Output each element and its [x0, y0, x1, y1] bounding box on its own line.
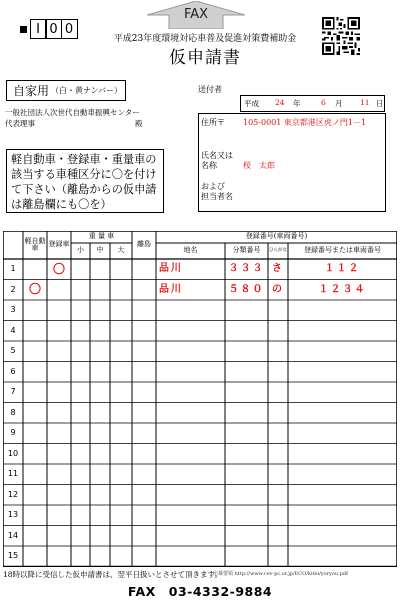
association-dono: 殿: [135, 119, 143, 128]
vehicle-use-main: 自家用: [13, 84, 50, 98]
header-ritou: 離島: [137, 240, 151, 249]
counter-digit-3: 0: [61, 19, 78, 39]
header-kei: 軽自動車: [24, 236, 46, 252]
row-number: 3: [10, 305, 16, 315]
sender-box: [198, 113, 386, 212]
row-number: 15: [7, 551, 19, 561]
recipient-block: [5, 107, 143, 129]
name-value[interactable]: 桜 太郎: [243, 161, 275, 170]
cell-touroku[interactable]: 〇: [52, 261, 65, 276]
row-number: 1: [10, 264, 16, 274]
header-reg-no: 登録番号(車両番号): [245, 232, 308, 241]
row-number: 7: [10, 387, 16, 397]
row-number: 4: [10, 325, 16, 335]
cell-hiragana[interactable]: の: [272, 283, 284, 295]
page-title: 仮申請書: [169, 48, 241, 68]
header-large: 大: [117, 246, 125, 255]
header-touroku: 登録車: [48, 240, 70, 249]
qr-code-icon: [322, 17, 360, 55]
name-label-1: 氏名又は: [201, 151, 233, 160]
sender-label: 送付者: [198, 85, 222, 94]
subtitle: 平成23年度環境対応車普及促進対策費補助金: [113, 34, 297, 44]
row-number: 13: [7, 510, 19, 520]
counter-digit-2: 0: [45, 19, 62, 39]
cell-kei[interactable]: 〇: [28, 282, 41, 297]
footnote: 18時以降に受信した仮申請書は、翌平日扱いとさせて頂きます。: [3, 570, 222, 579]
date-era: 平成: [244, 99, 259, 108]
association-rep: 代表理事: [5, 119, 35, 128]
contact-label-1: および: [201, 182, 225, 191]
cell-number[interactable]: １２３４: [318, 283, 367, 295]
vehicle-use-sub: （白・黄ナンバー）: [51, 86, 123, 95]
address-value[interactable]: 105-0001 東京都港区虎ノ門1－1: [243, 118, 367, 127]
row-number: 5: [10, 346, 16, 356]
form-counter: [20, 19, 78, 39]
table-cells: [3, 231, 397, 567]
header-bunrui: 分類番号: [232, 246, 261, 255]
row-number: 9: [10, 428, 16, 438]
cell-hiragana[interactable]: さ: [272, 263, 284, 274]
contact-label-2: 担当者名: [201, 192, 233, 201]
date-box: [240, 95, 385, 112]
row-number: 8: [10, 407, 16, 417]
cell-bunrui[interactable]: ３３３: [228, 263, 265, 274]
row-number: 6: [10, 366, 16, 376]
fax-number: FAX 03-4332-9884: [127, 584, 273, 599]
date-month[interactable]: 6: [321, 98, 326, 107]
fax-label: FAX: [183, 7, 209, 22]
row-number: 14: [7, 530, 19, 540]
row-number: 11: [7, 469, 19, 479]
cell-kei[interactable]: [23, 259, 47, 280]
counter-marker: [20, 26, 27, 33]
row-number: 10: [7, 448, 19, 458]
vehicle-use-box: [6, 80, 126, 101]
date-year[interactable]: 24: [275, 98, 285, 107]
cell-number[interactable]: １１２: [324, 263, 361, 274]
header-juryo: 重 量 車: [88, 232, 115, 241]
guideline-url: 応募要領 http://www.cev-pc.or.jp/ECO/kitei/yoryou.pdf: [213, 571, 348, 577]
address-label: 住所〒: [201, 118, 225, 127]
cell-touroku[interactable]: [47, 280, 71, 301]
header-small: 小: [77, 246, 84, 255]
date-month-unit: 月: [335, 99, 343, 108]
header-medium: 中: [96, 246, 104, 255]
header-chimei: 地名: [183, 246, 198, 255]
cell-chimei[interactable]: 品川: [159, 283, 183, 295]
header-ichiren: 登録番号または車両番号: [304, 246, 381, 255]
instruction-box: 軽自動車・登録車・重量車の該当する車種区分に〇を付けて下さい（離島からの仮申請は離島欄にも〇を）: [6, 149, 164, 213]
date-day-unit: 日: [376, 99, 384, 108]
row-number: 12: [7, 489, 19, 499]
counter-digit-1: I: [30, 19, 47, 39]
cell-chimei[interactable]: 品川: [159, 263, 183, 274]
cell-bunrui[interactable]: ５８０: [228, 283, 265, 295]
date-year-unit: 年: [293, 99, 301, 108]
name-label-2: 名称: [201, 161, 217, 170]
date-day[interactable]: 11: [360, 98, 370, 107]
row-number: 2: [10, 284, 16, 294]
header-hiragana: ひらがな: [269, 247, 287, 253]
association-name: 一般社団法人次世代自動車振興センター: [5, 108, 140, 117]
